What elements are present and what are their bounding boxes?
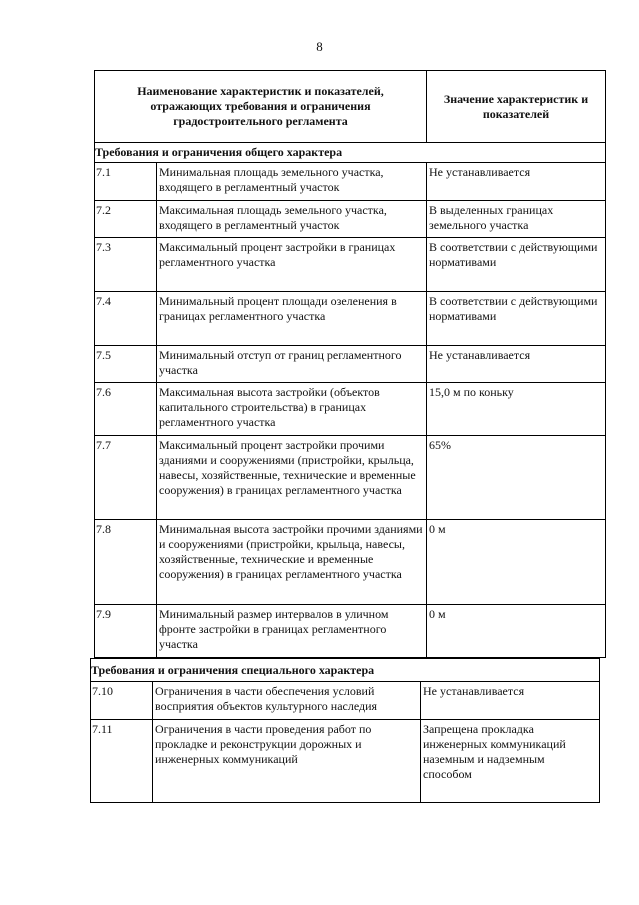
row-name: Минимальный процент площади озеленения в границах регламентного участка <box>157 292 427 345</box>
row-number: 7.4 <box>95 292 157 345</box>
row-value: 0 м <box>429 522 446 536</box>
header-name-column: Наименование характеристик и показателей, отражающих требования и ограничения градостроительного регламента <box>95 71 427 142</box>
row-value: Не устанавливается <box>429 165 531 179</box>
row-name: Минимальный размер интервалов в уличном фронте застройки в границах регламентного участка <box>157 605 427 657</box>
table-row <box>90 720 600 803</box>
row-value: В соответствии с действующими нормативами <box>429 294 598 323</box>
row-value: 15,0 м по коньку <box>429 385 514 399</box>
row-number: 7.8 <box>95 520 157 604</box>
table-row <box>94 520 606 605</box>
table-row <box>94 383 606 436</box>
row-name: Максимальный процент застройки прочими зданиями и сооружениями (пристройки, крыльца, навесы, хозяйственные, технические и временные сооружения) в границах регламентного участка <box>157 436 427 519</box>
table-row <box>94 605 606 658</box>
row-value: Не устанавливается <box>423 684 525 698</box>
row-number: 7.10 <box>91 682 153 719</box>
row-value: Не устанавливается <box>429 348 531 362</box>
table-header-row <box>94 70 606 143</box>
page-number: 8 <box>316 39 323 54</box>
table-row <box>94 201 606 238</box>
row-name: Минимальная высота застройки прочими зданиями и сооружениями (пристройки, крыльца, навесы, хозяйственные, технические и временные сооружения) в границах регламентного участка <box>157 520 427 604</box>
row-name: Минимальный отступ от границ регламентного участка <box>157 346 427 382</box>
row-name: Ограничения в части проведения работ по прокладке и реконструкции дорожных и инженерных коммуникаций <box>153 720 421 802</box>
table-row <box>94 436 606 520</box>
row-name: Ограничения в части обеспечения условий восприятия объектов культурного наследия <box>153 682 421 719</box>
table-row <box>90 682 600 720</box>
row-value: Запрещена прокладка инженерных коммуникаций наземным и надземным способом <box>423 722 566 781</box>
row-value: В выделенных границах земельного участка <box>429 203 554 232</box>
row-value: В соответствии с действующими нормативами <box>429 240 598 269</box>
row-name: Максимальная высота застройки (объектов капитального строительства) в границах регламентного участка <box>157 383 427 435</box>
table-row <box>94 292 606 346</box>
header-value-column: Значение характеристик и показателей <box>443 91 589 121</box>
section-special-title: Требования и ограничения специального характера <box>90 659 600 682</box>
table-row <box>94 163 606 201</box>
table-row <box>94 238 606 292</box>
table-row <box>94 346 606 383</box>
row-number: 7.2 <box>95 201 157 237</box>
section-general-title: Требования и ограничения общего характера <box>94 143 606 163</box>
row-name: Максимальная площадь земельного участка, входящего в регламентный участок <box>157 201 427 237</box>
table-general <box>94 70 606 658</box>
row-name: Максимальный процент застройки в границах регламентного участка <box>157 238 427 291</box>
row-number: 7.6 <box>95 383 157 435</box>
row-name: Минимальная площадь земельного участка, входящего в регламентный участок <box>157 163 427 200</box>
regulation-table <box>91 70 606 803</box>
row-number: 7.3 <box>95 238 157 291</box>
row-value: 0 м <box>429 607 446 621</box>
row-number: 7.7 <box>95 436 157 519</box>
table-special <box>90 658 600 803</box>
row-number: 7.1 <box>95 163 157 200</box>
row-number: 7.9 <box>95 605 157 657</box>
row-number: 7.5 <box>95 346 157 382</box>
row-value: 65% <box>429 438 451 452</box>
row-number: 7.11 <box>91 720 153 802</box>
